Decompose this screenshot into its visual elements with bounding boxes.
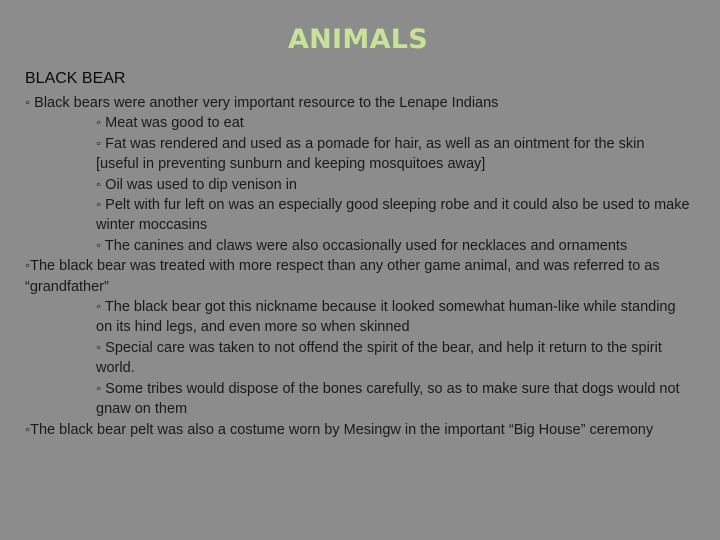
- section-heading: BLACK BEAR: [25, 70, 126, 87]
- sub-bullet-item: ◦ Oil was used to dip venison in: [96, 176, 297, 193]
- slide-title: ANIMALS: [287, 24, 429, 55]
- sub-bullet-item: ◦ Pelt with fur left on was an especially good sleeping robe and it could also be used to make winter moccasins: [96, 197, 690, 234]
- sub-bullet-item: ◦ The canines and claws were also occasionally used for necklaces and ornaments: [96, 237, 628, 254]
- sub-bullet-item: ◦ Meat was good to eat: [96, 115, 244, 132]
- sub-bullet-item: ◦ The black bear got this nickname because it looked somewhat human-like while standing on its hind legs, and even more so when skinned: [96, 299, 676, 336]
- sub-bullet-item: ◦ Special care was taken to not offend the spirit of the bear, and help it return to the spirit world.: [96, 339, 662, 377]
- sub-bullet-item: ◦ Some tribes would dispose of the bones carefully, so as to make sure that dogs would not gnaw on them: [96, 380, 680, 418]
- sub-bullet-item: ◦ Fat was rendered and used as a pomade for hair, as well as an ointment for the skin [useful in preventing sunburn and keeping mosquitoes away]: [96, 135, 645, 173]
- bullet-item: ◦The black bear was treated with more respect than any other game animal, and was referred to as “grandfather”: [25, 258, 660, 295]
- bullet-item: ◦The black bear pelt was also a costume worn by Mesingw in the important “Big House” ceremony: [25, 421, 654, 438]
- bullet-list: [0, 93, 720, 440]
- bullet-item: ◦ Black bears were another very important resource to the Lenape Indians: [25, 95, 499, 111]
